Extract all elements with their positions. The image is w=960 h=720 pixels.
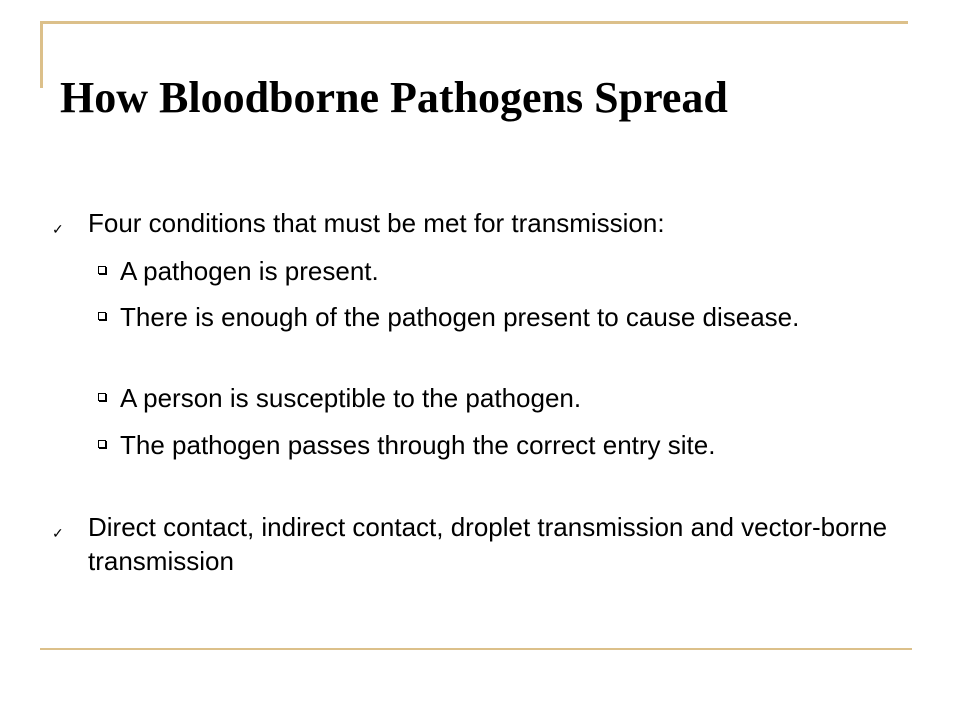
check-icon: ✓: [52, 525, 64, 541]
bottom-rule: [40, 648, 912, 650]
top-rule: [40, 21, 908, 24]
sub-bullet-text: There is enough of the pathogen present to cause disease.: [120, 302, 800, 332]
square-bullet-icon: [98, 440, 106, 448]
sub-bullet-text: A person is susceptible to the pathogen.: [120, 383, 582, 413]
bullet-text: Four conditions that must be met for transmission:: [88, 208, 665, 238]
left-rule: [40, 21, 43, 88]
check-icon: ✓: [52, 221, 64, 237]
bullet-text: Direct contact, indirect contact, droplet transmission and vector-borne transmission: [88, 512, 888, 576]
square-bullet-icon: [98, 312, 106, 320]
sub-bullet-text: A pathogen is present.: [120, 256, 379, 286]
slide-title: How Bloodborne Pathogens Spread: [60, 73, 728, 122]
sub-bullet-text: The pathogen passes through the correct entry site.: [120, 430, 716, 460]
square-bullet-icon: [98, 266, 106, 274]
square-bullet-icon: [98, 393, 106, 401]
